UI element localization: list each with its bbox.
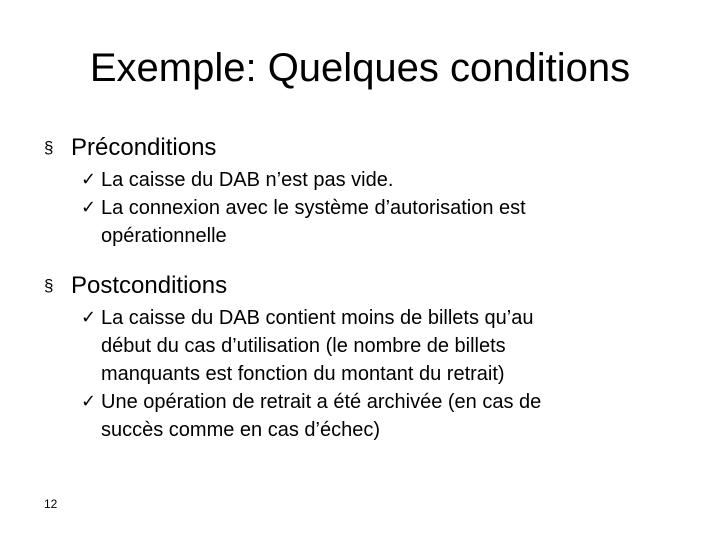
list-item-text: opérationnelle xyxy=(101,225,227,247)
list-item-text: début du cas d’utilisation (le nombre de billets xyxy=(101,335,506,357)
list-item xyxy=(44,166,684,194)
list-item-text: La caisse du DAB n’est pas vide. xyxy=(101,169,394,191)
postconditions-list xyxy=(44,304,684,444)
section-preconditions xyxy=(44,130,684,250)
list-item-text: La connexion avec le système d’autorisation est xyxy=(101,197,526,219)
list-item xyxy=(44,304,684,388)
list-item xyxy=(44,194,684,250)
checkmark-icon: ✓ xyxy=(81,169,97,190)
section-heading-label: Postconditions xyxy=(71,272,228,299)
list-item-text: succès comme en cas d’échec) xyxy=(101,419,381,441)
preconditions-list xyxy=(44,166,684,250)
checkmark-icon: ✓ xyxy=(81,307,97,328)
square-bullet-icon: § xyxy=(44,276,54,295)
section-heading-postconditions xyxy=(44,268,684,304)
checkmark-icon: ✓ xyxy=(81,197,97,218)
checkmark-icon: ✓ xyxy=(81,391,97,412)
section-postconditions xyxy=(44,268,684,444)
list-item xyxy=(44,388,684,444)
square-bullet-icon: § xyxy=(44,138,54,157)
list-item-text: La caisse du DAB contient moins de billets qu’au xyxy=(101,307,534,329)
section-heading-label: Préconditions xyxy=(71,134,217,161)
list-item-text: manquants est fonction du montant du retrait) xyxy=(101,363,505,385)
slide-title: Exemple: Quelques conditions xyxy=(89,46,631,90)
page-number: 12 xyxy=(44,497,58,511)
list-item-text: Une opération de retrait a été archivée (en cas de xyxy=(101,391,542,413)
section-heading-preconditions xyxy=(44,130,684,166)
